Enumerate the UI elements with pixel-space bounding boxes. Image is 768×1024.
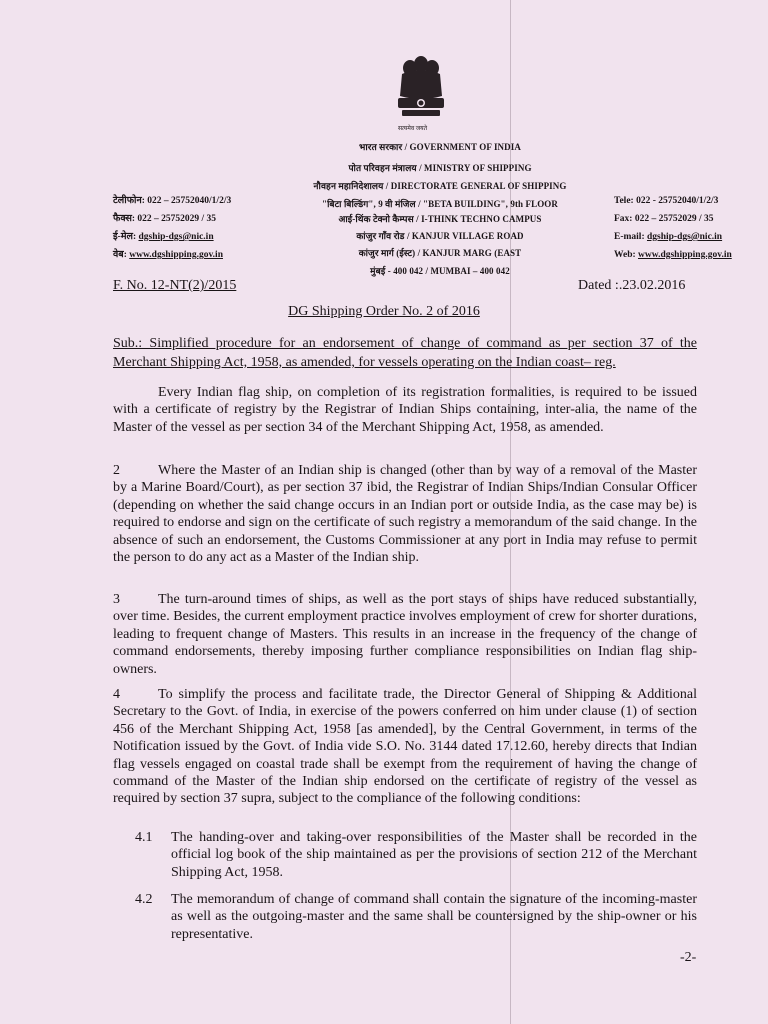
paragraph-number: 3 [113,592,120,607]
email-row [113,228,231,246]
web-row [113,246,231,264]
sub-paragraph-4-1 [135,829,697,881]
paragraph-number: 2 [113,463,120,478]
header-directorate: नौवहन महानिदेशालय / DIRECTORATE GENERAL OF SHIPPING [313,181,567,191]
header-road: कांजुर गाँव रोड / KANJUR VILLAGE ROAD [356,231,524,241]
paragraph-4 [113,686,697,808]
web-link[interactable]: www.dgshipping.gov.in [129,250,223,260]
sub-paragraph-text: The memorandum of change of command shall contain the signature of the incoming-master as well as the outgoing-master and the same shall be countersigned by the ship-owner or his representative. [171,892,697,942]
sub-paragraph-number: 4.2 [135,892,153,907]
phone-text: Tele: 022 - 25752040/1/2/3 [614,196,719,206]
paragraph-3 [113,591,697,678]
web-label: Web: [614,250,639,260]
phone-text: टेलीफोन: 022 – 25752040/1/2/3 [113,196,232,206]
fax-text: फैक्स: 022 – 25752029 / 35 [113,214,217,224]
document-date: Dated :.23.02.2016 [578,278,686,293]
paragraph-text: Where the Master of an Indian ship is changed (other than by way of a removal of the Master by a Marine Board/Court), as per section 37 ibid, the Registrar of Indian Ships/Indian Consular Officer (depending on whether the said change occurs in an Indian port or outside India, as the case may be) is required to endorse and sign on the certificate of such registry a memorandum of the said change. In the absence of such an endorsement, the Customs Commissioner at any port in India may refuse to permit the person to do any act as a Master of the Indian ship. [113,463,697,566]
emblem-caption: सत्यमेव जयते [398,126,428,132]
email-label: ई-मेल: [113,232,139,242]
paragraph-text: Every Indian flag ship, on completion of its registration formalities, is required to be issued with a certificate of registry by the Registrar of Indian Ships containing, inter-alia, the name of the Master of the vessel as per section 34 of the Merchant Shipping Act, 1958, as amended. [113,385,697,435]
page-number: -2- [680,950,697,965]
paragraph-2 [113,462,697,566]
email-link[interactable]: dgship-dgs@nic.in [646,232,723,242]
order-title: DG Shipping Order No. 2 of 2016 [288,304,480,319]
subject-line: Sub.: Simplified procedure for an endorsement of change of command as per section 37 of the Merchant Shipping Act, 1958, as amended, for vessels operating on the Indian coast– reg. [113,336,697,370]
paragraph-text: The turn-around times of ships, as well as the port stays of ships have reduced substantially, over time. Besides, the current employment practice involves employment of crew for shorter durations, leading to frequent change of Masters. This results in an increase in the frequency of the change of command endorsements, thereby imposing further compliance responsibilities on Indian flag ship-owners. [113,592,697,677]
sub-paragraph-text: The handing-over and taking-over responsibilities of the Master shall be recorded in the official log book of the ship maintained as per the provisions of section 212 of the Merchant Shipping Act, 1958. [171,830,697,880]
email-link[interactable]: dgship-dgs@nic.in [138,232,214,242]
file-number: F. No. 12-NT(2)/2015 [113,278,237,293]
header-ministry: पोत परिवहन मंत्रालय / MINISTRY OF SHIPPING [348,163,532,173]
header-government: भारत सरकार / GOVERNMENT OF INDIA [359,142,521,152]
header-marg: कांजुर मार्ग (ईस्ट) / KANJUR MARG (EAST [358,248,522,258]
contact-block-english [614,192,732,264]
header-city: मुंबई - 400 042 / MUMBAI – 400 042 [370,266,510,276]
fax-text: Fax: 022 – 25752029 / 35 [614,214,714,224]
web-label: वेब: [113,250,130,260]
national-emblem-icon [388,52,454,132]
sub-paragraph-number: 4.1 [135,830,153,845]
web-row [614,246,732,264]
email-row [614,228,732,246]
paragraph-1 [113,384,697,436]
header-building: "बिटा बिल्डिंग", 9 वी मंजिल / "BETA BUILDING", 9th FLOOR [321,199,559,209]
email-label: E-mail: [614,232,647,242]
web-link[interactable]: www.dgshipping.gov.in [638,250,732,260]
sub-paragraph-4-2 [135,891,697,943]
contact-block-hindi [113,192,231,264]
header-campus: आई-थिंक टेक्नो कैम्पस / I-THINK TECHNO CAMPUS [338,214,542,224]
paragraph-text: To simplify the process and facilitate trade, the Director General of Shipping & Additional Secretary to the Govt. of India, in exercise of the powers conferred on him under clause (1) of section 456 of the Merchant Shipping Act, 1958 [as amended], by the Central Government, in terms of the Notification issued by the Govt. of India vide S.O. No. 3144 dated 17.12.60, hereby directs that Indian flag vessels engaged on coastal trade shall be exempt from the requirement of having the change of command of the Master of the Indian ship endorsed on the certificate of registry of the vessel as required by section 37 supra, subject to the compliance of the following conditions: [113,687,697,807]
paragraph-number: 4 [113,687,120,702]
